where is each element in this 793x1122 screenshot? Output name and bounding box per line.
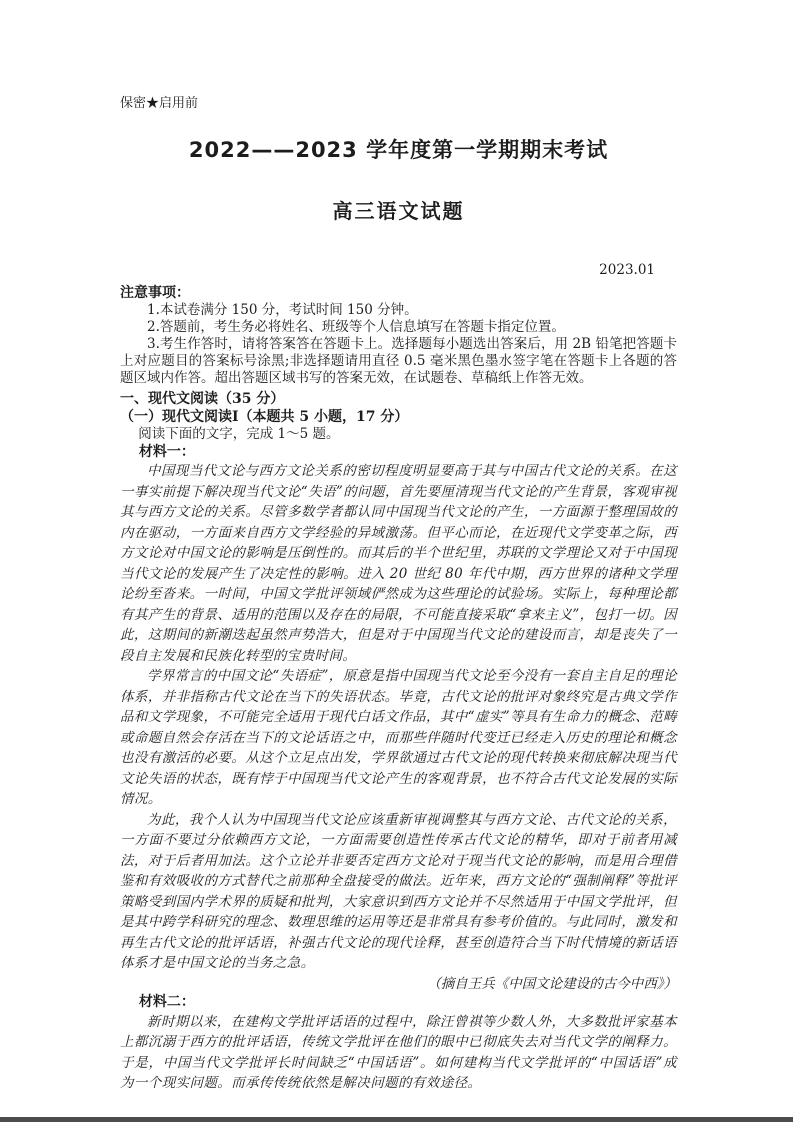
scan-edge-bottom xyxy=(0,1117,793,1122)
material-one-paragraph-3: 为此，我个人认为中国现当代文论应该重新审视调整其与西方文论、古代文论的关系，一方面不要过分依赖西方文论，一方面需要创造性传承古代文论的精华，即对于前者用减法，对于后者用加法。这个立论并非要否定西方文论对于现当代文论的影响，而是用合理借鉴和有效吸收的方式替代之前那种全盘接受的做法。近年来，西方文论的“强制阐释”等批评策略受到国内学术界的质疑和批判，大家意识到西方文论并不尽然适用于中国文学批评，但是其中跨学科研究的理念、数理思维的运用等还是非常具有参考价值的。与此同时，激发和再生古代文论的批评话语，补强古代文论的现代诠释，甚至创造符合当下时代情境的新话语体系才是中国文论的当务之急。 xyxy=(120,811,677,971)
material-one-paragraph-1: 中国现当代文论与西方文论关系的密切程度明显要高于其与中国古代文论的关系。在这一事实前提下解决现当代文论“失语”的问题，首先要厘清现当代文论的产生背景，客观审视其与西方文论的关系。尽管多数学者都认同中国现当代文论的产生，一方面源于整理国故的内在驱动，一方面来自西方文学经验的异域激荡。但平心而论，在近现代文学变革之际，西方文论对中国文论的影响是压倒性的。而其后的半个世纪里，苏联的文学理论又对于中国现当代文论的发展产生了决定性的影响。进入 20 世纪 80 年代中期，西方世界的诸种文学理论纷至沓来。一时间，中国文学批评领域俨然成为这些理论的试验场。实际上，每种理论都有其产生的背景、适用的范围以及存在的局限，不可能直接采取“拿来主义”，包打一切。因此，这期间的新潮迭起虽然声势浩大，但是对于中国现当代文论的建设而言，却是丧失了一段自主发展和民族化转型的宝贵时间。 xyxy=(120,463,677,664)
security-notice: 保密★启用前 xyxy=(120,96,199,111)
material-one xyxy=(120,444,677,995)
exam-session-title: 2022——2023 学年度第一学期期末考试 xyxy=(188,138,609,162)
material-two-body xyxy=(120,1012,677,1094)
material-one-label: 材料一： xyxy=(138,443,195,460)
exam-subject-title: 高三语文试题 xyxy=(332,199,465,223)
section-heading-modern-reading: 一、现代文阅读（35 分） xyxy=(120,391,285,407)
notice-section xyxy=(120,285,677,387)
notice-item-1: 1.本试卷满分 150 分，考试时间 150 分钟。 xyxy=(147,302,418,318)
notice-heading: 注意事项： xyxy=(120,285,190,301)
material-two-paragraph-1: 新时期以来，在建构文学批评话语的过程中，除汪曾祺等少数人外，大多数批评家基本上都沉溺于西方的批评话语，传统文学批评在他们的眼中已彻底失去对当代文学的阐释力。于是，中国当代文学批评长时间缺乏“中国话语”。如何建构当代文学批评的“中国话语”成为一个现实问题。而承传传统依然是解决问题的有效途径。 xyxy=(120,1013,677,1091)
reading-section xyxy=(120,391,677,1094)
notice-item-2: 2.答题前，考生务必将姓名、班级等个人信息填写在答题卡指定位置。 xyxy=(147,319,565,335)
material-two-label: 材料二： xyxy=(138,994,195,1010)
material-one-body xyxy=(120,461,677,974)
notice-item-3: 3.考生作答时，请将答案答在答题卡上。选择题每小题选出答案后，用 2B 铅笔把答题卡上对应题目的答案标号涂黑;非选择题请用直径 0.5 毫米黑色墨水签字笔在答题卡上各题的答题区域内作答。超出答题区域书写的答案无效，在试题卷、草稿纸上作答无效。 xyxy=(120,336,677,386)
material-one-paragraph-2: 学界常言的中国文论“失语症”，原意是指中国现当代文论至今没有一套自主自足的理论体系，并非指称古代文论在当下的失语状态。毕竟，古代文论的批评对象终究是古典文学作品和文学现象，不可能完全适用于现代白话文作品，其中“虚实”等具有生命力的概念、范畴或命题自然会存活在当下的文论话语之中，而那些伴随时代变迁已经走入历史的理论和概念也没有激活的必要。从这个立足点出发，学界欲通过古代文论的现代转换来彻底解决现当代文论失语的状态，既有悖于中国现当代文论产生的客观背景，也不符合古代文论发展的实际情况。 xyxy=(120,668,677,807)
material-two xyxy=(120,994,677,1094)
material-one-attribution: （摘自王兵《中国文论建设的古今中西》） xyxy=(427,975,677,992)
reading-instruction: 阅读下面的文字，完成 1～5 题。 xyxy=(138,426,340,442)
exam-date: 2023.01 xyxy=(599,262,655,278)
part-heading-reading-one: （一）现代文阅读Ⅰ（本题共 5 小题，17 分） xyxy=(120,408,409,425)
